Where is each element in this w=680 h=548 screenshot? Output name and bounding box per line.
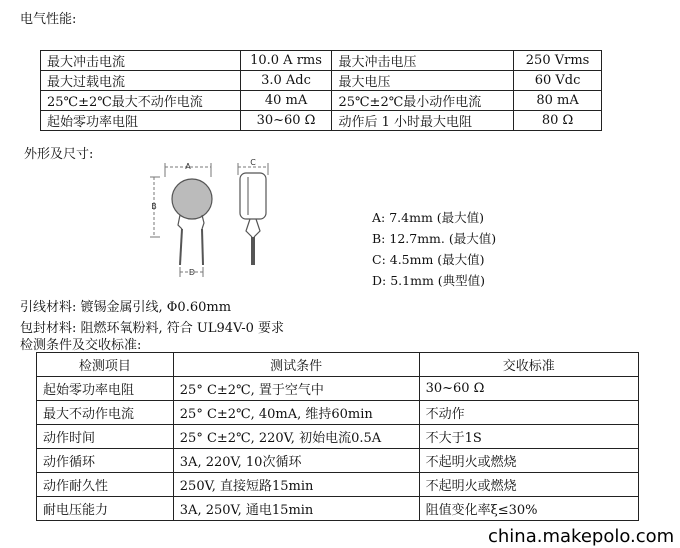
- table-cell: 80 mA: [514, 91, 602, 111]
- table-cell: 30~60 Ω: [419, 377, 638, 401]
- lead-material: 引线材料: 镀锡金属引线, Φ0.60mm: [20, 300, 232, 315]
- coating-material: 包封材料: 阻燃环氧粉料, 符合 UL94V-0 要求: [20, 321, 285, 336]
- table-cell: 25° C±2℃, 置于空气中: [173, 377, 419, 401]
- table-cell: 25℃±2℃最小动作电流: [332, 91, 514, 111]
- table-cell: 10.0 A rms: [240, 51, 332, 71]
- table-cell: 耐电压能力: [37, 497, 174, 521]
- heading-shape: 外形及尺寸:: [24, 147, 94, 162]
- dim-label-d: D: [188, 268, 196, 277]
- dim-label-b: B: [151, 202, 157, 211]
- dimension-a: A: 7.4mm (最大值): [372, 210, 485, 225]
- column-header: 检测项目: [37, 353, 174, 377]
- column-header: 测试条件: [173, 353, 419, 377]
- table-row: [37, 425, 639, 449]
- table-row: [41, 91, 602, 111]
- table-cell: 30~60 Ω: [240, 111, 332, 131]
- watermark: china.makepolo.com: [488, 526, 675, 547]
- table-cell: 3A, 220V, 10次循环: [173, 449, 419, 473]
- table-cell: 60 Vdc: [514, 71, 602, 91]
- table-cell: 25° C±2℃, 220V, 初始电流0.5A: [173, 425, 419, 449]
- component-outline-diagram: [140, 155, 290, 285]
- thermistor-side: [240, 173, 266, 219]
- table-cell: 最大冲击电流: [41, 51, 241, 71]
- column-header: 交收标准: [419, 353, 638, 377]
- table-cell: 不起明火或燃烧: [419, 473, 638, 497]
- table-row: [41, 111, 602, 131]
- table-row: [41, 71, 602, 91]
- table-cell: 40 mA: [240, 91, 332, 111]
- table-cell: 25℃±2℃最大不动作电流: [41, 91, 241, 111]
- table-cell: 动作循环: [37, 449, 174, 473]
- table-cell: 3A, 250V, 通电15min: [173, 497, 419, 521]
- table-cell: 最大冲击电压: [332, 51, 514, 71]
- table-cell: 最大过载电流: [41, 71, 241, 91]
- table-cell: 最大电压: [332, 71, 514, 91]
- table-row: [37, 497, 639, 521]
- table-row: [37, 401, 639, 425]
- table-cell: 不起明火或燃烧: [419, 449, 638, 473]
- table-cell: 不动作: [419, 401, 638, 425]
- table-cell: 动作后 1 小时最大电阻: [332, 111, 514, 131]
- test-table: [36, 352, 639, 521]
- table-cell: 最大不动作电流: [37, 401, 174, 425]
- table-header-row: [37, 353, 639, 377]
- dimension-d: D: 5.1mm (典型值): [372, 273, 486, 288]
- dimension-c: C: 4.5mm (最大值): [372, 252, 485, 267]
- table-cell: 阻值变化率ξ≤30%: [419, 497, 638, 521]
- dimension-list: [372, 208, 496, 292]
- table-cell: 80 Ω: [514, 111, 602, 131]
- thermistor-body: [172, 179, 212, 219]
- lead-wire: [202, 229, 203, 265]
- dimension-b: B: 12.7mm. (最大值): [372, 231, 497, 246]
- table-cell: 动作时间: [37, 425, 174, 449]
- table-cell: 25° C±2℃, 40mA, 维持60min: [173, 401, 419, 425]
- table-cell: 3.0 Adc: [240, 71, 332, 91]
- dim-label-c: C: [250, 158, 256, 167]
- lead-wire: [180, 229, 182, 265]
- table-cell: 动作耐久性: [37, 473, 174, 497]
- table-cell: 起始零功率电阻: [41, 111, 241, 131]
- table-cell: 250V, 直接短路15min: [173, 473, 419, 497]
- table-row: [37, 473, 639, 497]
- table-cell: 不大于1S: [419, 425, 638, 449]
- table-cell: 起始零功率电阻: [37, 377, 174, 401]
- table-row: [37, 377, 639, 401]
- heading-electrical: 电气性能:: [20, 12, 77, 27]
- table-row: [37, 449, 639, 473]
- test-heading: 检测条件及交收标准:: [20, 338, 142, 353]
- table-cell: 250 Vrms: [514, 51, 602, 71]
- table-row: [41, 51, 602, 71]
- electrical-table: [40, 50, 602, 131]
- dim-label-a: A: [185, 162, 191, 171]
